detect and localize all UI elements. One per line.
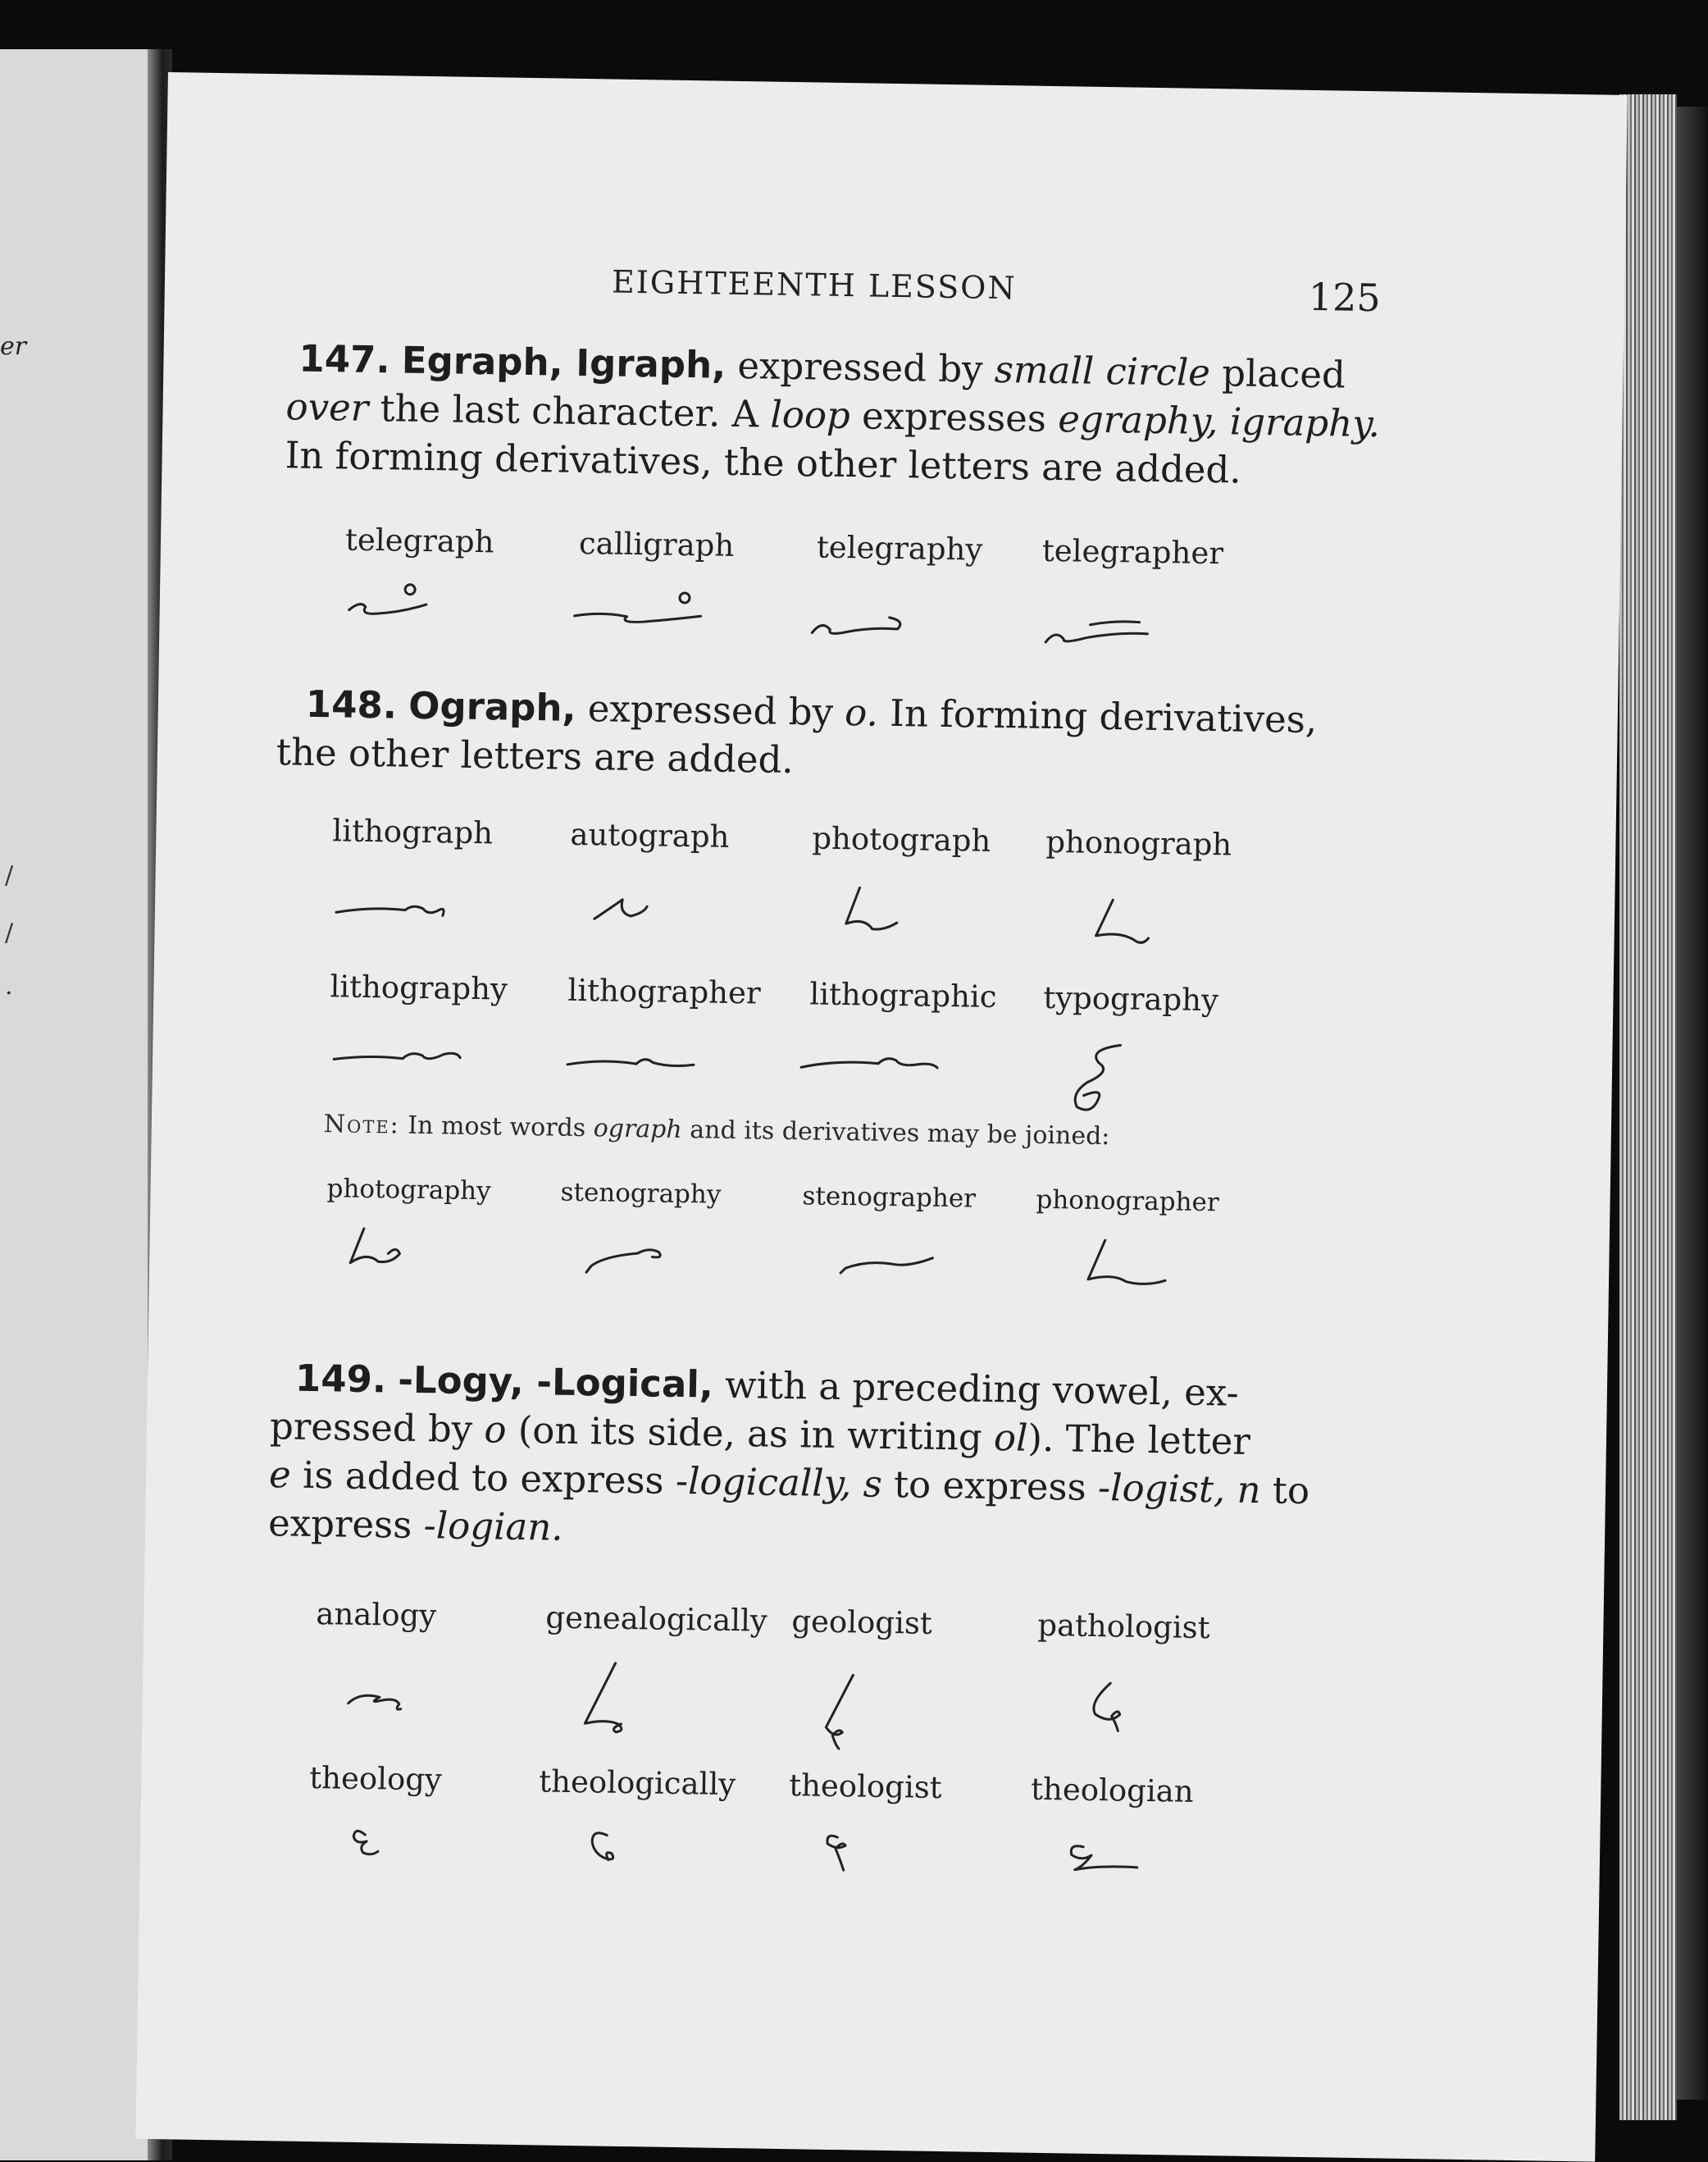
shorthand-outline [578,1822,636,1880]
page-edges-shadow [1677,107,1708,2100]
example-word: phonographer [1036,1184,1220,1218]
example-word: pathologist [1037,1607,1210,1646]
shorthand-outline [580,1231,687,1290]
example-word: stenography [560,1177,722,1210]
shorthand-outline [1041,603,1156,654]
example-word: photography [326,1174,491,1206]
section-147-line-1: 147. Egraph, Igraph, expressed by small circle placed [298,336,1346,397]
example-word: typography [1043,979,1219,1019]
shorthand-outline [839,883,913,945]
example-word: theologian [1030,1771,1194,1809]
example-word: telegraph [344,522,494,560]
page-number: 125 [1308,274,1382,321]
book-page [135,72,1627,2162]
section-149-line-3: e is added to express -logically, s to express -logist, n to [268,1453,1310,1513]
example-word: theology [309,1759,443,1798]
section-147-line-2: over the last character. A loop expresses egraphy, igraphy. [285,385,1381,446]
example-word: lithographic [809,976,997,1015]
shorthand-outline [331,883,463,934]
left-facing-page [0,49,148,2160]
example-word: phonograph [1045,823,1232,863]
left-page-mark: / [5,919,14,947]
example-word: lithograph [332,813,494,851]
example-word: calligraph [578,525,735,563]
section-148-line-1: 148. Ograph, expressed by o. In forming derivatives, [305,682,1318,742]
shorthand-outline [796,1038,945,1085]
shorthand-outline [342,1224,425,1275]
example-word: theologist [788,1767,942,1806]
shorthand-outline [590,883,664,933]
example-word: theologically [538,1763,736,1803]
shorthand-outline [329,1034,469,1078]
shorthand-outline [1062,1038,1137,1129]
example-word: analogy [316,1596,437,1634]
shorthand-outline [344,575,435,626]
example-word: telegraphy [816,529,983,568]
shorthand-outline [814,1670,881,1761]
section-149-line-1: 149. -Logy, -Logical, with a preceding vowel, ex- [294,1356,1240,1415]
left-page-text-fragment: er [0,332,27,361]
shorthand-outline [1080,1235,1179,1302]
left-page-mark: . [5,972,13,1001]
shorthand-outline [812,1826,870,1892]
section-149-line-2: pressed by o (on its side, as in writing ol). The letter [269,1404,1251,1463]
example-word: stenographer [802,1181,977,1214]
page-edges [1619,94,1677,2120]
shorthand-outline [563,1038,703,1082]
note: Note: In most words ograph and its derivatives may be joined: [323,1110,1110,1152]
section-147-line-3: In forming derivatives, the other letters are added. [285,433,1242,492]
section-148-line-2: the other letters are added. [276,730,795,782]
note-label: Note: [323,1110,401,1140]
shorthand-outline [1077,1678,1151,1753]
left-page-mark: / [5,861,14,890]
example-word: telegrapher [1041,532,1224,572]
shorthand-outline [807,595,914,645]
shorthand-outline [834,1235,941,1286]
example-word: autograph [570,816,730,855]
shorthand-outline [569,583,709,635]
example-word: lithography [330,969,508,1007]
shorthand-outline [568,1658,644,1749]
example-word: lithographer [567,972,761,1011]
example-word: genealogically [545,1599,768,1639]
shorthand-outline [1058,1833,1149,1884]
example-word: photograph [812,820,991,859]
shorthand-outline [343,1679,417,1721]
running-head: EIGHTEENTH LESSON [611,263,1017,307]
example-word: geologist [791,1603,933,1641]
section-149-line-4: express -logian. [267,1501,564,1549]
shorthand-outline [345,1818,403,1868]
shorthand-outline [1089,895,1164,961]
